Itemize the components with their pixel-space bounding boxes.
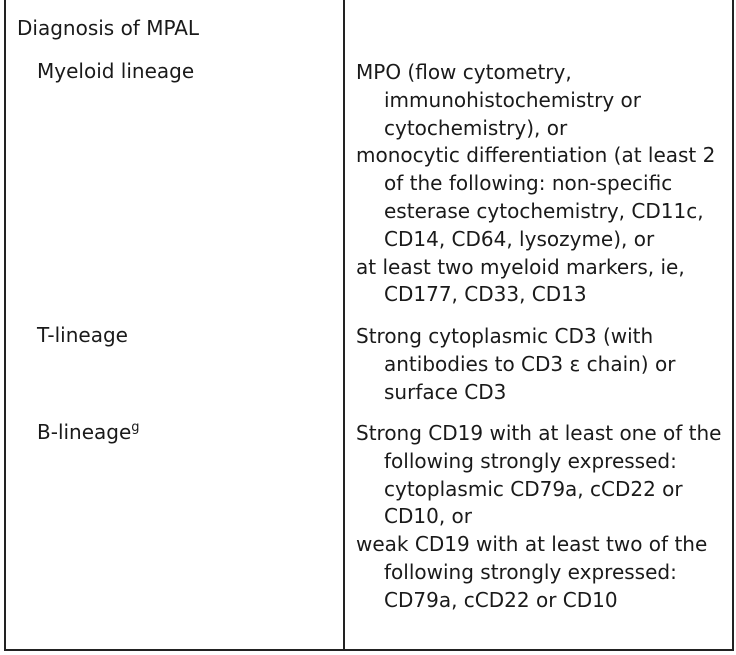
row-label-t-lineage: T-lineage (37, 323, 128, 347)
criterion-entry: MPO (flow cytometry, immunohistochemistry or cytochemistry), or (356, 60, 641, 140)
row-criteria-b-lineage (356, 420, 726, 615)
row-criteria-myeloid (356, 59, 726, 309)
column-divider (343, 0, 345, 649)
criterion-entry: weak CD19 with at least two of the following strongly expressed: CD79a, cCD22 or CD10 (356, 532, 708, 612)
section-title: Diagnosis of MPAL (17, 16, 200, 40)
mpal-diagnosis-table (4, 0, 734, 651)
criterion-entry: at least two myeloid markers, ie, CD177, CD33, CD13 (356, 254, 685, 307)
row-label-text: B-lineage (37, 420, 132, 444)
row-label-myeloid: Myeloid lineage (37, 59, 195, 83)
footnote-marker: g (131, 420, 140, 435)
criterion-entry: Strong cytoplasmic CD3 (with antibodies to CD3 ε chain) or surface CD3 (356, 324, 676, 404)
criterion-entry: Strong CD19 with at least one of the following strongly expressed: cytoplasmic CD79a, cCD22 or CD10, or (356, 421, 722, 529)
row-criteria-t-lineage (356, 323, 726, 406)
criterion-entry: monocytic differentiation (at least 2 of the following: non-specific esterase cytochemistry, CD11c, CD14, CD64, lysozyme), or (356, 143, 716, 251)
row-label-b-lineage (37, 418, 140, 446)
